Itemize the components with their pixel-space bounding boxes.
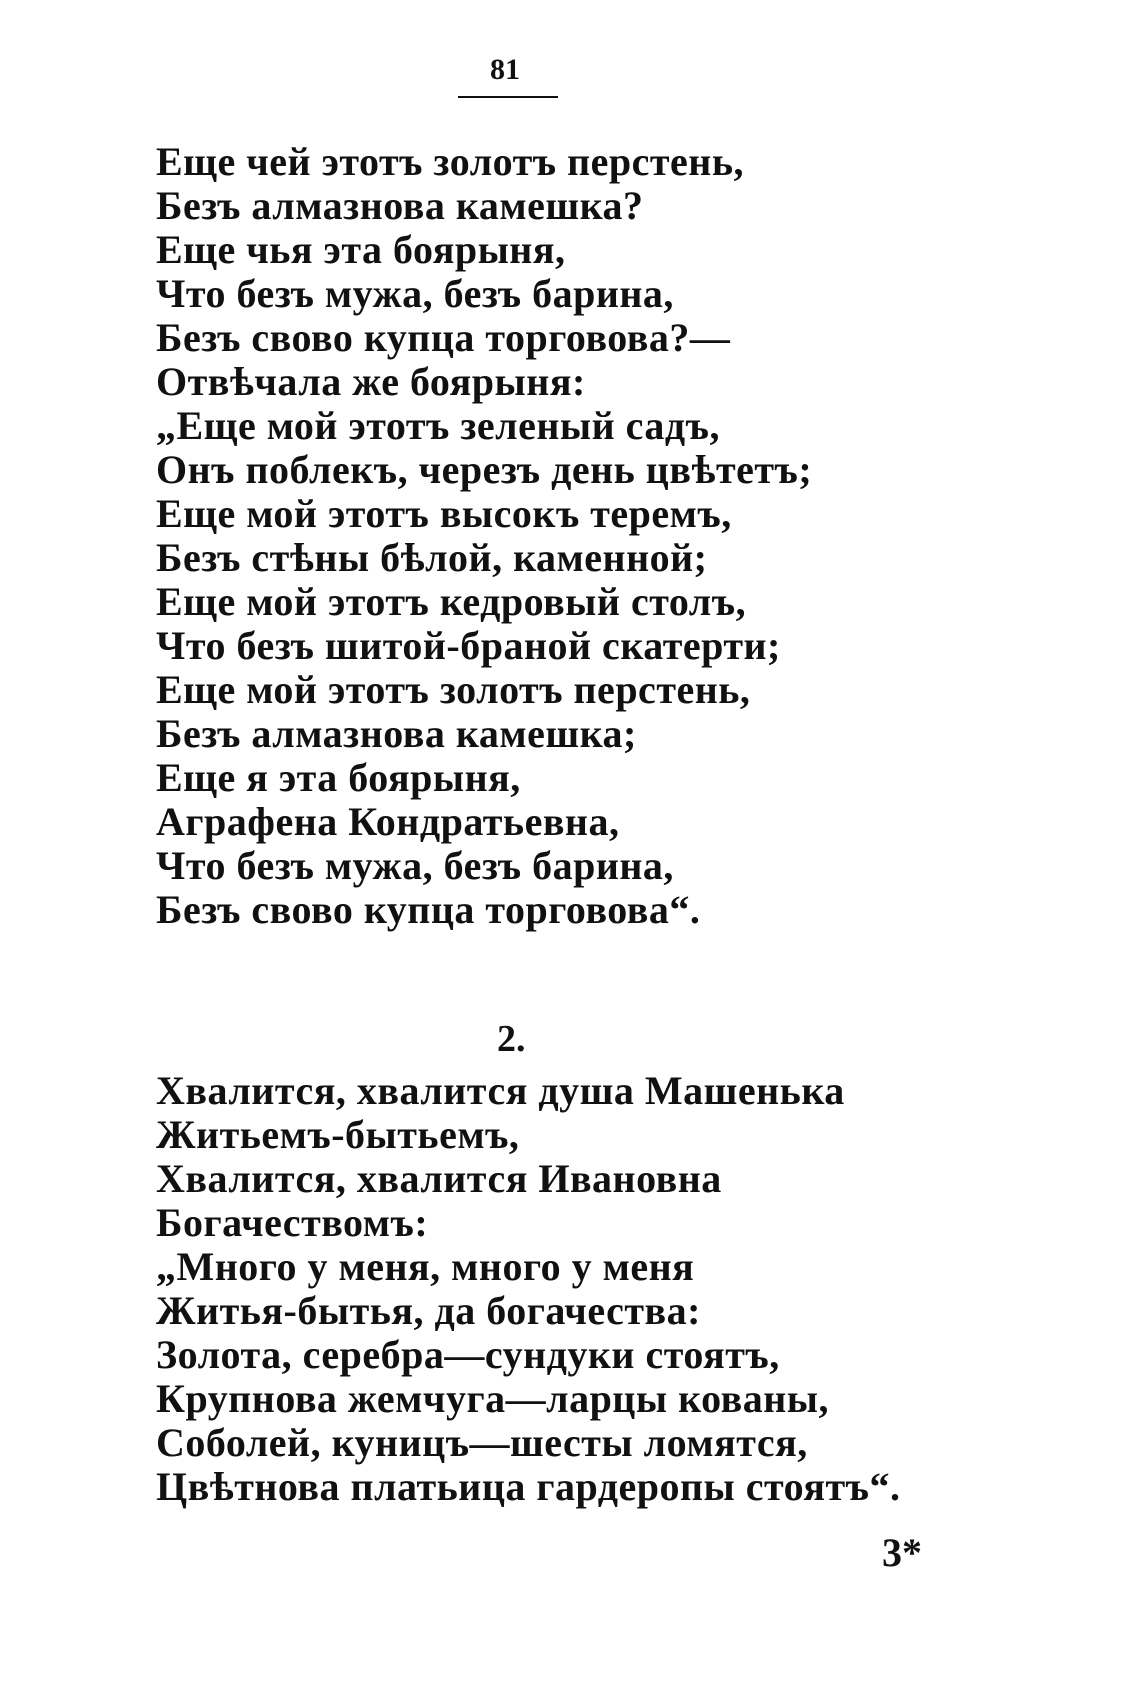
- verse-line: Крупнова жемчуга—ларцы кованы,: [156, 1376, 829, 1421]
- stanza-2: [156, 1069, 900, 1509]
- verse-line: Безъ алмазнова камешка?: [156, 183, 644, 228]
- header-rule: [458, 96, 558, 98]
- verse-line: Онъ поблекъ, черезъ день цвѣтетъ;: [156, 447, 813, 492]
- verse-line: Соболей, куницъ—шесты ломятся,: [156, 1420, 808, 1465]
- verse-line: Житья-бытья, да богачества:: [156, 1288, 701, 1333]
- verse-line: Что безъ шитой-браной скатерти;: [156, 623, 781, 668]
- verse-line: Хвалится, хвалится душа Машенька: [156, 1068, 845, 1113]
- verse-line: Хвалится, хвалится Ивановна: [156, 1156, 722, 1201]
- stanza-1: [156, 140, 812, 932]
- page-number: 81: [490, 53, 520, 86]
- verse-line: Что безъ мужа, безъ барина,: [156, 843, 674, 888]
- signature-mark: 3*: [882, 1530, 922, 1575]
- verse-line: Что безъ мужа, безъ барина,: [156, 271, 674, 316]
- verse-line: Житьемъ-бытьемъ,: [156, 1112, 520, 1157]
- verse-line: Богачествомъ:: [156, 1200, 429, 1245]
- verse-line: Еще чей этотъ золотъ перстень,: [156, 139, 745, 184]
- verse-line: Отвѣчала же боярыня:: [156, 359, 586, 404]
- verse-line: Еще чья эта боярыня,: [156, 227, 566, 272]
- verse-line: Безъ свово купца торговова“.: [156, 887, 701, 932]
- verse-line: „Много у меня, много у меня: [156, 1244, 695, 1289]
- verse-line: Золота, серебра—сундуки стоятъ,: [156, 1332, 780, 1377]
- section-number: 2.: [497, 1018, 526, 1060]
- verse-line: „Еще мой этотъ зеленый садъ,: [156, 403, 720, 448]
- verse-line: Еще я эта боярыня,: [156, 755, 521, 800]
- verse-line: Аграфена Кондратьевна,: [156, 799, 620, 844]
- verse-line: Еще мой этотъ золотъ перстень,: [156, 667, 751, 712]
- verse-line: Безъ алмазнова камешка;: [156, 711, 637, 756]
- verse-line: Еще мой этотъ высокъ теремъ,: [156, 491, 732, 536]
- verse-line: Безъ свово купца торговова?—: [156, 315, 731, 360]
- verse-line: Безъ стѣны бѣлой, каменной;: [156, 535, 708, 580]
- verse-line: Цвѣтнова платьица гардеропы стоятъ“.: [156, 1464, 901, 1509]
- verse-line: Еще мой этотъ кедровый столъ,: [156, 579, 747, 624]
